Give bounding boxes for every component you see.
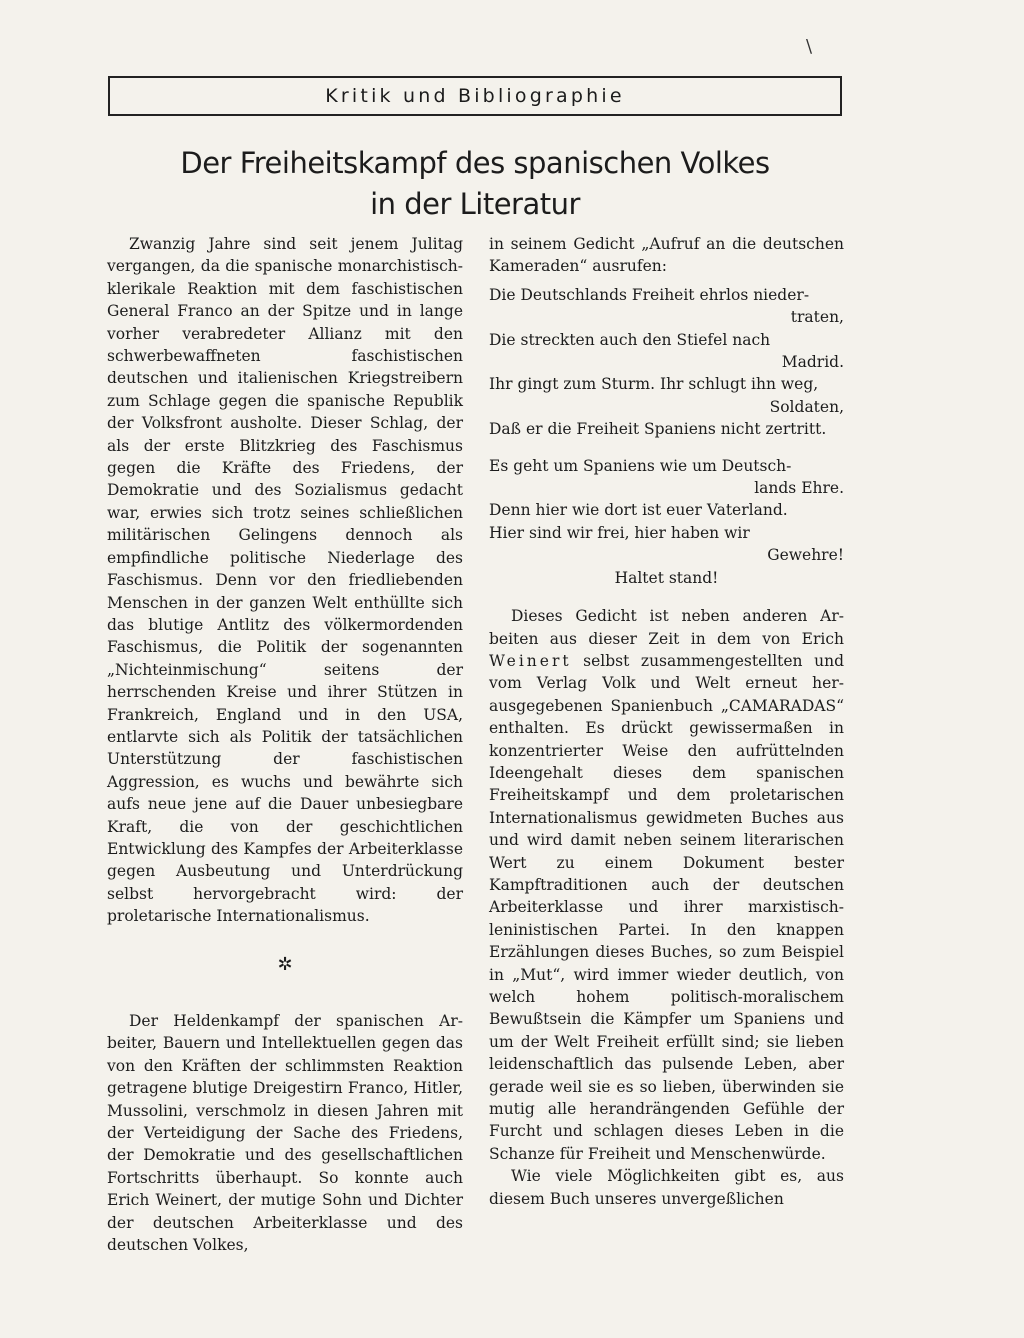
author-name: Weinert bbox=[489, 651, 572, 670]
poem-line: Es geht um Spaniens wie um Deutsch- bbox=[489, 456, 792, 475]
title-line-2: in der Literatur bbox=[370, 187, 580, 221]
poem-line: lands Ehre. bbox=[754, 479, 844, 498]
poem-line: Haltet stand! bbox=[614, 568, 719, 587]
poem-line: Ihr gingt zum Sturm. Ihr schlugt ihn weg, bbox=[489, 375, 819, 394]
paragraph-1: Zwanzig Jahre sind seit jenem Julitag vergangen, da die spanische monarchistisch-klerikale Reaktion mit dem faschistischen General Franco an der Spitze und in lange vorher verabredeter Allianz mit den schwerbewaffneten faschistischen deutschen und italienischen Kriegstreibern zum Schlage gegen die spanische Republik der Volksfront ausholte. Dieser Schlag, der als der erste Blitzkrieg des Faschismus gegen die Kräfte des Friedens, der Demokratie und des Sozialismus gedacht war, erwies sich trotz seines schließlichen militärischen Gelingens dennoch als empfindliche politische Niederlage des Faschismus. Denn vor den friedliebenden Menschen in der ganzen Welt enthüllte sich das blutige Antlitz des völkermordenden Faschismus, die Politik der sogenannten „Nichteinmischung“ seitens der herrschenden Kreise und ihrer Stützen in Frankreich, England und in den USA, entlarvte sich als Politik der tatsächlichen Unterstützung der faschistischen Aggression, es wuchs und bewährte sich aufs neue jene auf die Dauer unbesiegbare Kraft, die von der geschichtlichen Entwicklung des Kampfes der Arbeiterklasse gegen Ausbeutung und Unterdrückung selbst hervorgebracht wird: der proletarische Internationalismus. bbox=[107, 235, 463, 926]
paragraph-3-rest: selbst zusammengestellten und vom Verlag Volk und Welt erneut herausgegebenen Spanienbuch „CAMARADAS“ enthalten. Es drückt gewissermaßen in konzentrierter Weise den aufrüttelnden Ideengehalt dieses dem spanischen Freiheitskampf und dem proletarischen Internationalismus gewidmeten Buches aus und wird damit neben seinem literarischen Wert zu einem Dokument bester Kampftraditionen auch der deutschen Arbeiterklasse und ihrer marxistisch-leninistischen Partei. In den knappen Erzählungen dieses Buches, so zum Beispiel in „Mut“, wird immer wieder deutlich, von welch hohem politisch-moralischem Bewußtsein die Kämpfer um Spaniens und um der Welt Freiheit erfüllt sind; sie lieben leidenschaftlich das pulsende Leben, aber gerade weil sie es so lieben, überwinden sie mutig alle herandrängenden Gefühle der Furcht und schlagen dieses Leben in die Schanze für Freiheit und Menschenwürde. bbox=[489, 651, 844, 1163]
poem-line: Gewehre! bbox=[767, 546, 844, 565]
section-header: Kritik und Bibliographie bbox=[108, 76, 842, 116]
poem-intro: in seinem Gedicht „Aufruf an die deutschen Kameraden“ ausrufen: bbox=[489, 235, 844, 276]
paragraph-2: Der Heldenkampf der spanischen Arbeiter, Bauern und Intellektuellen gegen das von den Kräften der schlimmsten Reaktion getragene blutige Dreigestirn Franco, Hitler, Mussolini, verschmolz in diesen Jahren mit der Verteidigung der Sache des Friedens, der Demokratie und des gesellschaftlichen Fortschritts überhaupt. So konnte auch Erich Weinert, der mutige Sohn und Dichter der deutschen Arbeiterklasse und des deutschen Volkes, bbox=[107, 1012, 463, 1255]
star-separator-icon: ✲ bbox=[277, 953, 293, 975]
poem-line: Die Deutschlands Freiheit ehrlos nieder- bbox=[489, 285, 810, 304]
left-column bbox=[107, 233, 463, 1256]
poem-line: Denn hier wie dort ist euer Vaterland. bbox=[489, 501, 788, 520]
right-column bbox=[489, 233, 844, 1210]
paragraph-4: Wie viele Möglichkeiten gibt es, aus diesem Buch unseres unvergeßlichen bbox=[489, 1167, 844, 1208]
title-line-1: Der Freiheitskampf des spanischen Volkes bbox=[180, 146, 770, 180]
poem-line: Daß er die Freiheit Spaniens nicht zertritt. bbox=[489, 420, 827, 439]
poem-line: Soldaten, bbox=[769, 397, 844, 416]
article-title bbox=[100, 143, 850, 225]
paragraph-3-start: Dieses Gedicht ist neben anderen Arbeiten aus dieser Zeit in dem von Erich bbox=[489, 607, 844, 648]
poem-line: Madrid. bbox=[781, 353, 844, 372]
corner-mark: \ bbox=[806, 36, 813, 57]
paragraph-3 bbox=[489, 605, 844, 1165]
poem-line: traten, bbox=[790, 308, 844, 327]
poem-line: Die streckten auch den Stiefel nach bbox=[489, 330, 771, 349]
poem-stanza-2 bbox=[489, 455, 844, 589]
poem-stanza-1 bbox=[489, 284, 844, 441]
poem-line: Hier sind wir frei, hier haben wir bbox=[489, 523, 750, 542]
